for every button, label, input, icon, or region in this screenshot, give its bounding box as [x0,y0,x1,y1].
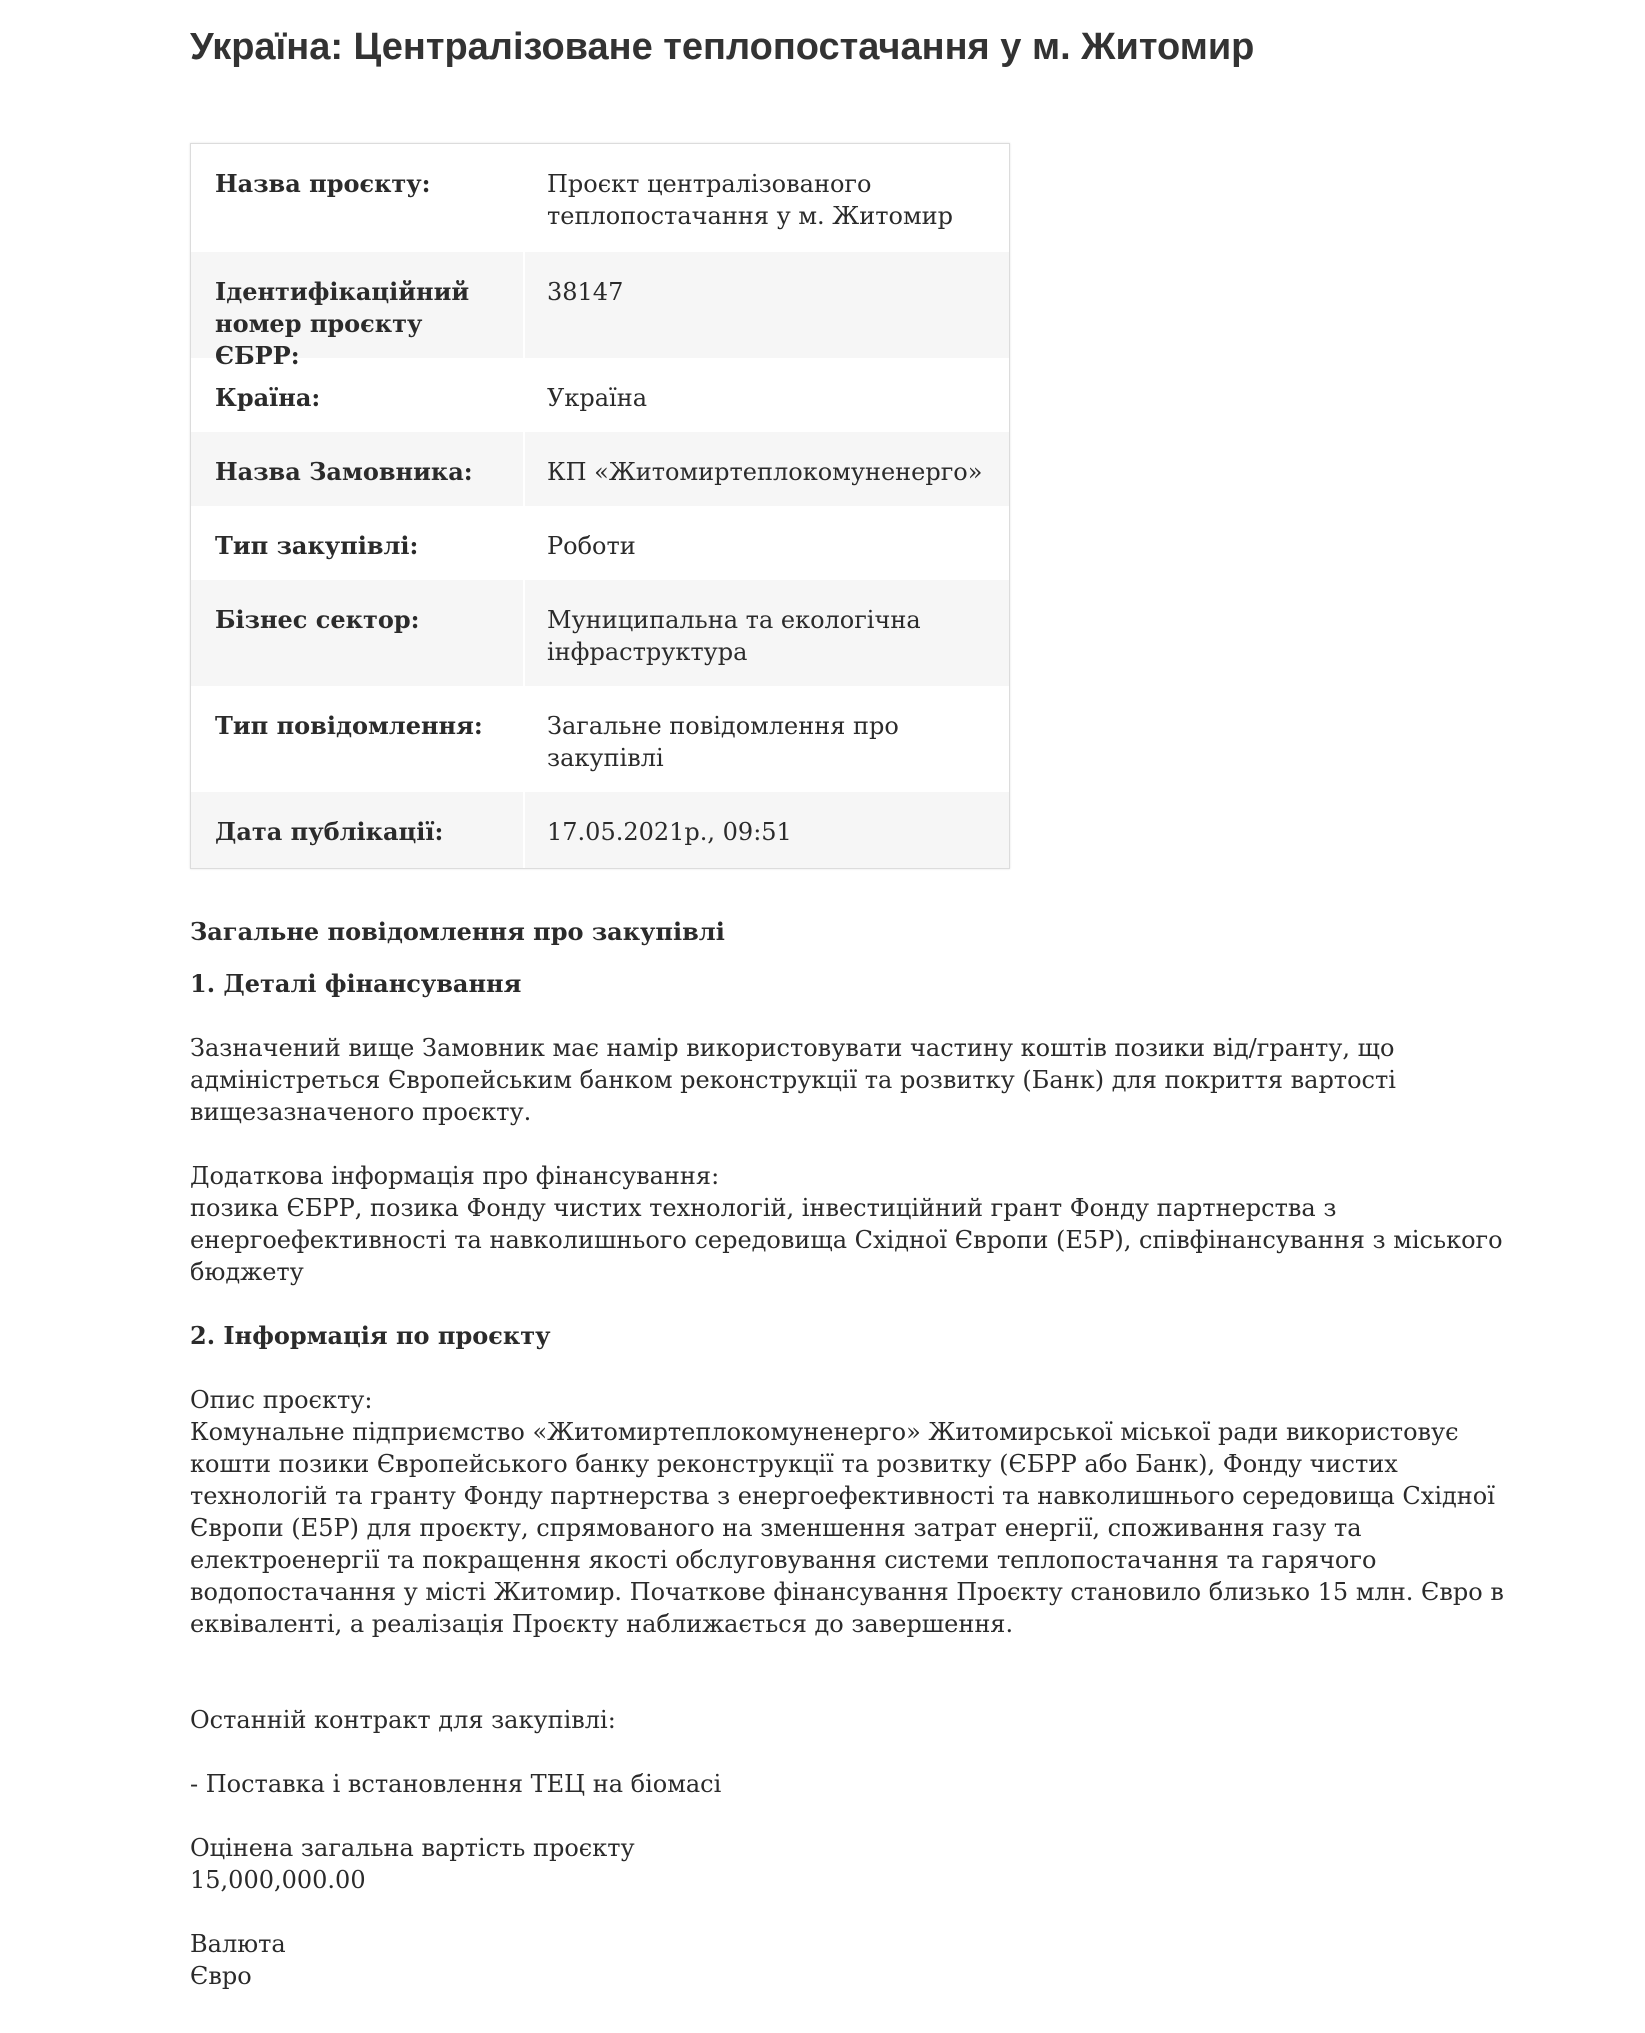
currency-value: Євро [190,1962,252,1990]
table-row [191,580,1009,686]
section-heading-financing: 1. Деталі фінансування [190,969,522,998]
funding-label: Додаткова інформація про фінансування: [190,1162,720,1190]
row-label: Тип повідомлення: [191,686,525,792]
row-value: Проєкт централізованого теплопостачання у м. Житомир [547,170,953,230]
last-contract-label: Останній контракт для закупівлі: [190,1706,616,1734]
table-row [191,432,1009,506]
row-label: Бізнес сектор: [191,580,525,686]
financing-paragraph: Зазначений вище Замовник має намір використовувати частину коштів позики від/гранту, що адміністреться Європейським банком реконструкції та розвитку (Банк) для покриття вартості вищезазначеного проєкту. [190,1034,1396,1126]
estimated-cost-label: Оцінена загальна вартість проєкту [190,1834,635,1862]
last-contract-item: - Поставка і встановлення ТЕЦ на біомасі [190,1770,722,1798]
row-value: Муниципальна та екологічна інфраструктура [547,606,921,666]
row-label: Дата публікації: [191,792,525,868]
row-value: Роботи [547,532,636,560]
row-value: Україна [547,384,647,412]
row-label: Ідентифікаційний номер проєкту ЄБРР: [191,252,525,358]
page-title: Україна: Централізоване теплопостачання у м. Житомир [190,26,1255,68]
table-row [191,506,1009,580]
table-row [191,792,1009,868]
notice-heading: Загальне повідомлення про закупівлі [190,917,725,946]
row-value: КП «Житомиртеплокомуненерго» [547,458,983,486]
table-row [191,252,1009,370]
row-label: Назва проєкту: [191,144,525,252]
estimated-cost-value: 15,000,000.00 [190,1866,366,1894]
funding-text: позика ЄБРР, позика Фонду чистих технологій, інвестиційний грант Фонду партнерства з енергоефективності та навколишнього середовища Східної Європи (Е5Р), співфінансування з міського бюджету [190,1194,1503,1286]
row-value: 38147 [547,278,624,306]
currency-label: Валюта [190,1930,286,1958]
row-label: Тип закупівлі: [191,506,525,580]
table-row [191,144,1009,252]
notice-content [190,916,1530,1992]
section-heading-project-info: 2. Інформація по проєкту [190,1321,551,1350]
description-label: Опис проєкту: [190,1386,373,1414]
table-row [191,358,1009,432]
row-label: Країна: [191,358,525,432]
table-row [191,686,1009,792]
row-label: Назва Замовника: [191,432,525,506]
row-value: Загальне повідомлення про закупівлі [547,712,899,772]
description-text: Комунальне підприємство «Житомиртеплокомуненерго» Житомирської міської ради використовує кошти позики Європейського банку реконструкції та розвитку (ЄБРР або Банк), Фонду чистих технологій та гранту Фонду партнерства з енергоефективності та навколишнього середовища Східної Європи (Е5Р) для проєкту, спрямованого на зменшення затрат енергії, споживання газу та електроенергії та покращення якості обслуговування системи теплопостачання та гарячого водопостачання у місті Житомир. Початкове фінансування Проєкту становило близько 15 млн. Євро в еквіваленті, а реалізація Проєкту наближається до завершення. [190,1418,1504,1638]
row-value: 17.05.2021р., 09:51 [547,818,792,846]
project-info-table [190,143,1010,869]
